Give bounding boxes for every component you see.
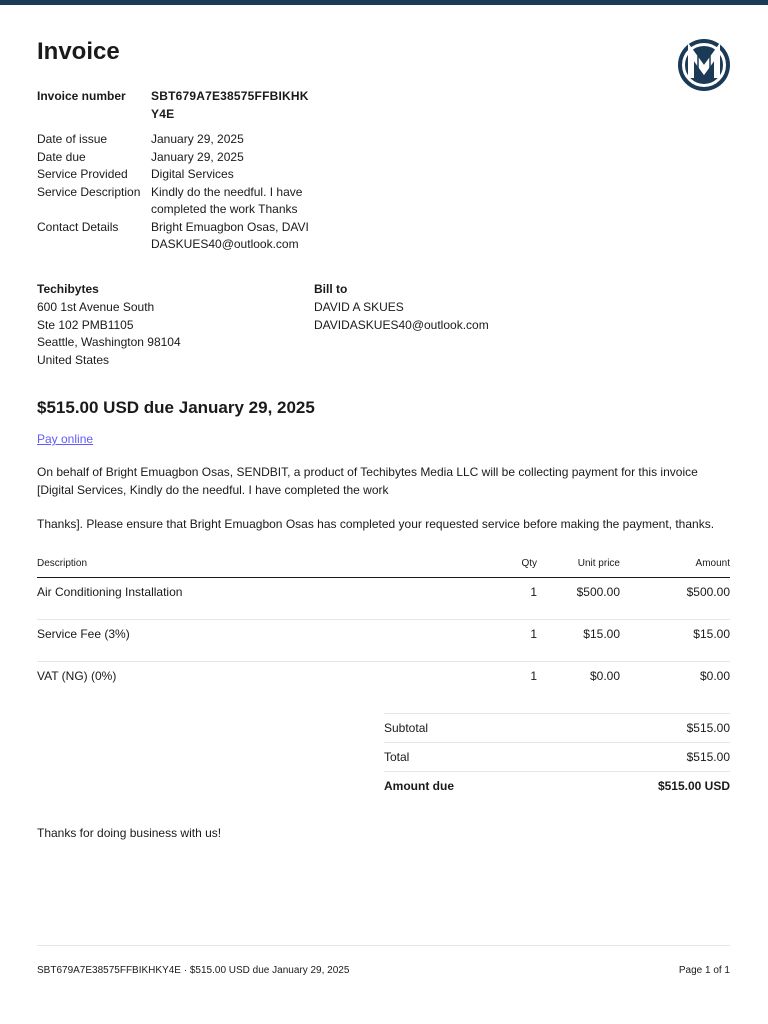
meta-row-date-issue [37, 131, 311, 149]
item-qty: 1 [530, 669, 537, 683]
address-line: Ste 102 PMB1105 [37, 317, 134, 332]
meta-row-invoice-number [37, 88, 311, 131]
item-unit-price: $0.00 [589, 669, 620, 683]
col-amount: Amount [620, 556, 730, 578]
col-unit-price: Unit price [537, 556, 620, 578]
meta-row-date-due [37, 149, 311, 167]
subtotal-label: Subtotal [384, 714, 555, 743]
meta-label: Contact Details [37, 219, 119, 234]
table-row [37, 620, 730, 662]
item-amount: $500.00 [620, 578, 730, 620]
meta-row-contact [37, 219, 311, 254]
meta-row-description [37, 184, 311, 219]
company-name: Techibytes [37, 282, 99, 296]
item-qty: 1 [457, 578, 537, 620]
item-description: Air Conditioning Installation [37, 578, 457, 620]
note-paragraph: Thanks]. Please ensure that Bright Emuagbon Osas has completed your requested service before making the payment, thanks. [37, 517, 715, 531]
table-row [37, 662, 730, 704]
item-unit-price: $500.00 [537, 578, 620, 620]
line-items-table [37, 556, 730, 704]
total-label: Total [384, 743, 555, 772]
amount-due-heading: $515.00 USD due January 29, 2025 [37, 398, 315, 417]
customer-email: DAVIDASKUES40@outlook.com [314, 317, 489, 332]
pay-online-link[interactable]: Pay online [37, 432, 94, 446]
invoice-number-value: SBT679A7E38575FFBIKHKY4E [151, 89, 309, 121]
amount-due-label: Amount due [384, 772, 555, 801]
footer-divider [37, 945, 730, 946]
page-title: Invoice [37, 38, 120, 65]
meta-label: Service Provided [37, 167, 128, 181]
col-description: Description [37, 556, 457, 578]
page-number: Page 1 of 1 [678, 965, 730, 976]
subtotal-value: $515.00 [555, 714, 731, 743]
item-description: Service Fee (3%) [37, 620, 457, 662]
service-value: Digital Services [151, 167, 234, 181]
amount-due-row [384, 772, 730, 801]
contact-value: Bright Emuagbon Osas, DAVIDASKUES40@outlook.com [151, 219, 309, 251]
totals-table [384, 713, 730, 800]
footer-summary: SBT679A7E38575FFBIKHKY4E · $515.00 USD due January 29, 2025 [37, 965, 350, 976]
note-paragraph: On behalf of Bright Emuagbon Osas, SENDBIT, a product of Techibytes Media LLC will be collecting payment for this invoice [Digital Services, Kindly do the needful. I have completed the work [37, 465, 698, 497]
address-line: Seattle, Washington 98104 [37, 335, 181, 350]
item-qty: 1 [457, 620, 537, 662]
item-unit-price: $15.00 [537, 620, 620, 662]
bill-to-label: Bill to [314, 282, 348, 296]
table-row [37, 578, 730, 620]
date-issue-value: January 29, 2025 [151, 132, 244, 146]
address-line: 600 1st Avenue South [37, 299, 155, 314]
subtotal-row [384, 714, 730, 743]
meta-label: Service Description [37, 184, 141, 199]
item-description: VAT (NG) (0%) [37, 669, 117, 683]
payment-note [37, 463, 737, 533]
item-amount: $0.00 [699, 669, 730, 683]
meta-label: Date of issue [37, 132, 108, 146]
closing-message: Thanks for doing business with us! [37, 826, 222, 840]
top-accent-bar [0, 0, 768, 5]
customer-name: DAVID A SKUES [314, 299, 404, 314]
from-address [37, 281, 181, 370]
meta-row-service [37, 166, 311, 184]
amount-due-value: $515.00 USD [555, 772, 731, 801]
meta-label: Invoice number [37, 89, 126, 103]
description-value: Kindly do the needful. I have completed the work Thanks [151, 184, 303, 216]
invoice-meta [37, 88, 311, 254]
company-logo [677, 38, 731, 92]
item-amount: $15.00 [620, 620, 730, 662]
date-due-value: January 29, 2025 [151, 149, 244, 164]
address-line: United States [37, 353, 110, 368]
table-header-row [37, 556, 730, 578]
meta-label: Date due [37, 149, 86, 164]
col-qty: Qty [457, 556, 537, 578]
total-value: $515.00 [555, 743, 731, 772]
total-row [384, 743, 730, 772]
bill-to-address [314, 281, 489, 334]
